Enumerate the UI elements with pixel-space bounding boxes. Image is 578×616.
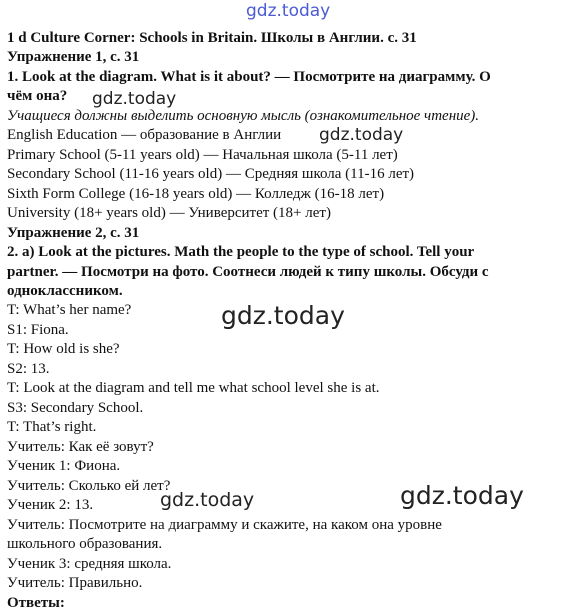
dialogue-line: T: What’s her name? — [7, 302, 132, 318]
translation-line: Учитель: Посмотрите на диаграмму и скажите, на каком она уровне — [7, 517, 442, 533]
translation-line: Ученик 1: Фиона. — [7, 458, 121, 474]
primary-school-line: Primary School (5-11 years old) — Начальная школа (5-11 лет) — [7, 147, 398, 163]
task-1-note: Учащиеся должны выделить основную мысль (ознакомительное чтение). — [7, 108, 480, 124]
watermark-1: gdz.today — [92, 89, 177, 109]
dialogue-line: T: How old is she? — [7, 341, 120, 357]
translation-line: Ученик 3: средняя школа. — [7, 556, 172, 572]
diagram-title: English Education — образование в Англии — [7, 127, 282, 143]
dialogue-line: S1: Fiona. — [7, 322, 69, 338]
task-2-line-1: 2. a) Look at the pictures. Math the people to the type of school. Tell your — [7, 244, 475, 260]
translation-line: Учитель: Как её зовут? — [7, 439, 154, 455]
task-2-line-2: partner. — Посмотри на фото. Соотнеси людей к типу школы. Обсуди с — [7, 264, 489, 280]
task-1-line-1: 1. Look at the diagram. What is it about? — Посмотрите на диаграмму. О — [7, 69, 491, 85]
exercise-1-heading: Упражнение 1, с. 31 — [7, 49, 140, 65]
task-2-line-3: одноклассником. — [7, 283, 123, 299]
watermark-4: gdz.today — [160, 489, 255, 511]
watermark-2: gdz.today — [319, 125, 404, 145]
dialogue-line: T: Look at the diagram and tell me what school level she is at. — [7, 380, 380, 396]
watermark-top: gdz.today — [246, 1, 331, 21]
translation-line: Учитель: Сколько ей лет? — [7, 478, 171, 494]
sixth-form-line: Sixth Form College (16-18 years old) — Колледж (16-18 лет) — [7, 186, 385, 202]
watermark-5: gdz.today — [400, 481, 524, 510]
translation-line: школьного образования. — [7, 536, 163, 552]
answers-heading: Ответы: — [7, 595, 65, 611]
exercise-2-heading: Упражнение 2, с. 31 — [7, 225, 140, 241]
translation-line: Ученик 2: 13. — [7, 497, 94, 513]
university-line: University (18+ years old) — Университет (18+ лет) — [7, 205, 331, 221]
translation-line: Учитель: Правильно. — [7, 575, 143, 591]
dialogue-line: S2: 13. — [7, 361, 50, 377]
section-title: 1 d Culture Corner: Schools in Britain. Школы в Англии. с. 31 — [7, 30, 417, 46]
dialogue-line: S3: Secondary School. — [7, 400, 144, 416]
task-1-line-2: чём она? — [7, 88, 68, 104]
watermark-3: gdz.today — [221, 301, 345, 330]
dialogue-line: T: That’s right. — [7, 419, 97, 435]
secondary-school-line: Secondary School (11-16 years old) — Средняя школа (11-16 лет) — [7, 166, 415, 182]
